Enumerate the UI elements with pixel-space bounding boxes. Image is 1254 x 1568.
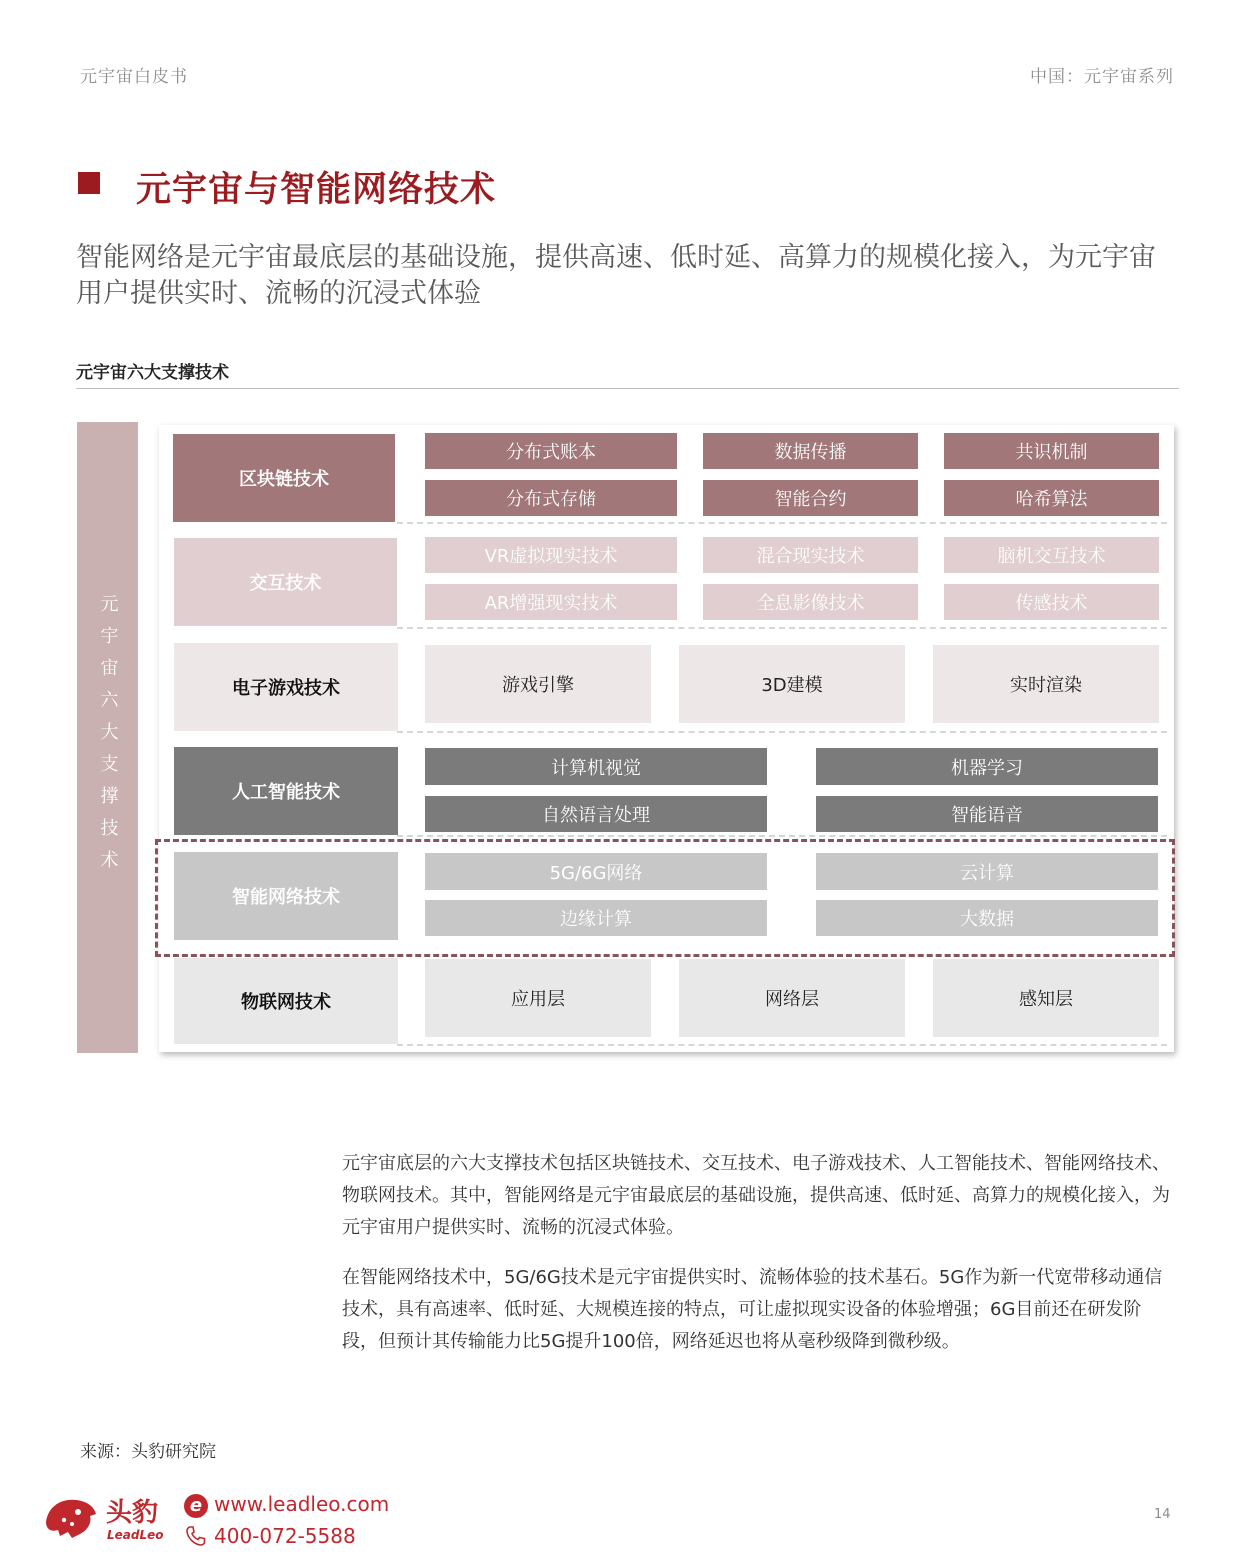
tech-cell: 智能语音 <box>816 796 1158 832</box>
tech-cell: 机器学习 <box>816 748 1158 785</box>
diagram-heading: 元宇宙六大支撑技术 <box>76 363 229 383</box>
highlight-frame <box>155 839 1175 957</box>
phone-number: 400-072-5588 <box>214 1524 356 1548</box>
tech-cell: 5G/6G网络 <box>425 853 767 890</box>
body-paragraph: 在智能网络技术中，5G/6G技术是元宇宙提供实时、流畅体验的技术基石。5G作为新一代宽带移动通信技术，具有高速率、低时延、大规模连接的特点，可让虚拟现实设备的体验增强；6G目前还在研发阶段，但预计其传输能力比5G提升100倍，网络延迟也将从毫秒级降到微秒级。 <box>342 1267 1163 1352</box>
side-label: 元宇宙六大支撑技术 <box>97 593 119 882</box>
tech-cell: 应用层 <box>425 959 651 1037</box>
tech-cell: 网络层 <box>679 959 905 1037</box>
tech-cell: 传感技术 <box>944 584 1159 620</box>
heading-divider <box>76 388 1179 389</box>
tech-cell: 哈希算法 <box>944 480 1159 516</box>
body-paragraph: 元宇宙底层的六大支撑技术包括区块链技术、交互技术、电子游戏技术、人工智能技术、智能网络技术、物联网技术。其中，智能网络是元宇宙最底层的基础设施，提供高速、低时延、高算力的规模化接入，为元宇宙用户提供实时、流畅的沉浸式体验。 <box>342 1153 1170 1238</box>
category-interaction: 交互技术 <box>174 538 397 626</box>
website-link[interactable]: www.leadleo.com <box>214 1492 390 1516</box>
tech-cell: 智能合约 <box>703 480 918 516</box>
diagram-panel <box>159 425 1174 1052</box>
tech-cell: AR增强现实技术 <box>425 584 677 620</box>
tech-cell: 共识机制 <box>944 433 1159 469</box>
tech-cell: 实时渲染 <box>933 645 1159 723</box>
lead-text: 智能网络是元宇宙最底层的基础设施，提供高速、低时延、高算力的规模化接入，为元宇宙用户提供实时、流畅的沉浸式体验 <box>76 242 1156 309</box>
source-note: 来源：头豹研究院 <box>80 1442 216 1462</box>
leopard-logo-icon <box>42 1492 98 1542</box>
row-separator <box>397 627 1167 629</box>
category-gaming: 电子游戏技术 <box>174 643 398 731</box>
tech-cell: 大数据 <box>816 900 1158 936</box>
title-square-icon <box>78 172 100 194</box>
category-blockchain: 区块链技术 <box>173 434 395 522</box>
page-title: 元宇宙与智能网络技术 <box>136 170 497 210</box>
tech-cell: 云计算 <box>816 853 1158 890</box>
category-network: 智能网络技术 <box>174 852 398 940</box>
web-e-icon: e <box>184 1494 208 1518</box>
category-iot: 物联网技术 <box>174 958 398 1044</box>
tech-cell: 3D建模 <box>679 645 905 723</box>
row-separator <box>397 1044 1167 1046</box>
tech-cell: 混合现实技术 <box>703 537 918 573</box>
tech-cell: VR虚拟现实技术 <box>425 537 677 573</box>
tech-cell: 分布式账本 <box>425 433 677 469</box>
logo-cn: 头豹 <box>106 1498 159 1528</box>
tech-cell: 分布式存储 <box>425 480 677 516</box>
row-separator <box>397 835 1167 837</box>
phone-icon <box>184 1524 208 1548</box>
header-left: 元宇宙白皮书 <box>80 67 188 87</box>
category-ai: 人工智能技术 <box>174 747 398 835</box>
page-number: 14 <box>1154 1507 1171 1522</box>
tech-cell: 感知层 <box>933 959 1159 1037</box>
tech-cell: 游戏引擎 <box>425 645 651 723</box>
tech-cell: 边缘计算 <box>425 900 767 936</box>
header-right: 中国：元宇宙系列 <box>1030 67 1174 87</box>
row-separator <box>397 522 1167 524</box>
tech-cell: 数据传播 <box>703 433 918 469</box>
tech-cell: 计算机视觉 <box>425 748 767 785</box>
tech-cell: 自然语言处理 <box>425 796 767 832</box>
tech-cell: 脑机交互技术 <box>944 537 1159 573</box>
tech-cell: 全息影像技术 <box>703 584 918 620</box>
row-separator <box>397 731 1167 733</box>
side-label-bar <box>77 422 138 1053</box>
logo-en: LeadLeo <box>107 1528 164 1542</box>
